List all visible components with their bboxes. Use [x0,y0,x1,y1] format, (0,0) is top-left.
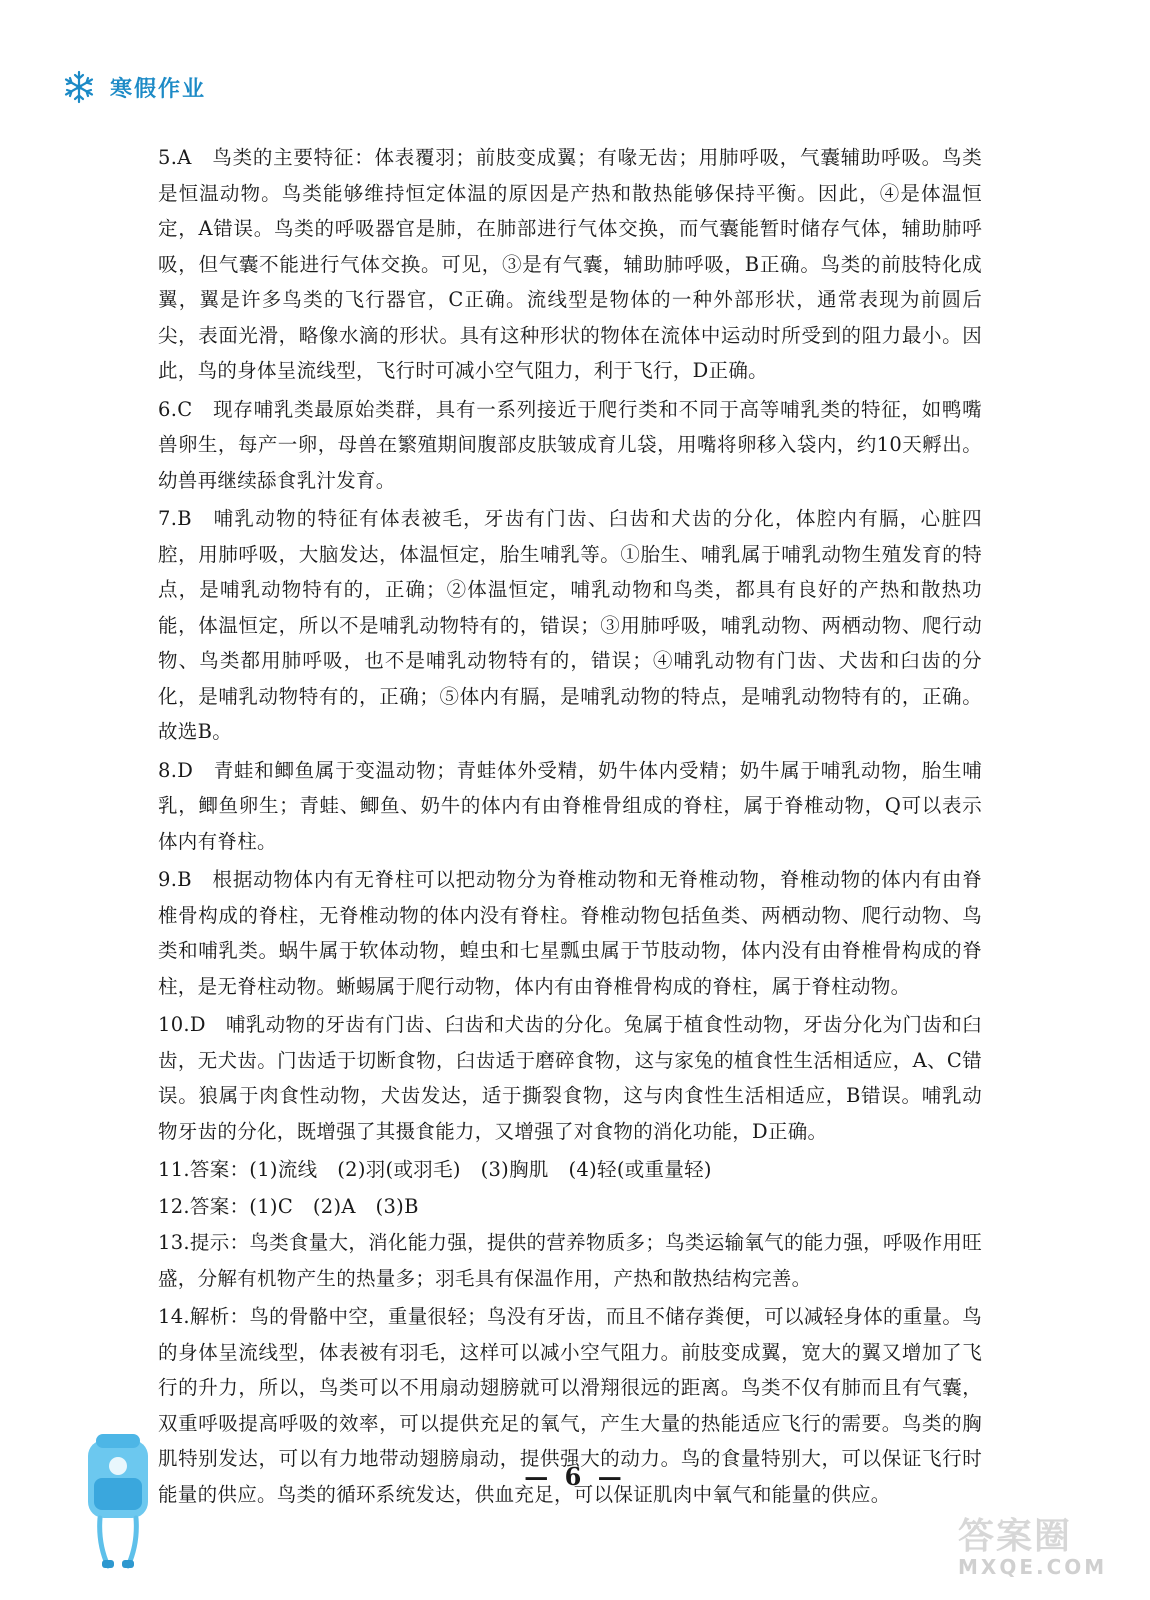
page-number: — 6 — [524,1462,626,1491]
answer-item-8: 8.D 青蛙和鲫鱼属于变温动物；青蛙体外受精，奶牛体内受精；奶牛属于哺乳动物，胎生哺乳，鲫鱼卵生；青蛙、鲫鱼、奶牛的体内有由脊椎骨组成的脊柱，属于脊椎动物，Q可以表示体内有脊柱。 [158,758,982,853]
answer-item-14: 14.解析：鸟的骨骼中空，重量很轻；鸟没有牙齿，而且不储存粪便，可以减轻身体的重量。鸟的身体呈流线型，体表被有羽毛，这样可以减小空气阻力。前肢变成翼，宽大的翼又增加了飞行的升力，所以，鸟类可以不用扇动翅膀就可以滑翔很远的距离。鸟类不仅有肺而且有气囊，双重呼吸提高呼吸的效率，可以提供充足的氧气，产生大量的热能适应飞行的需要。鸟类的胸肌特别发达，可以有力地带动翅膀扇动，提供强大的动力。鸟的食量特别大，可以保证飞行时能量的供应。鸟类的循环系统发达，供血充足，可以保证肌肉中氧气和能量的供应。 [158,1305,982,1506]
snowflake-icon [62,70,96,104]
answer-item-10: 10.D 哺乳动物的牙齿有门齿、臼齿和犬齿的分化。兔属于植食性动物，牙齿分化为门齿和臼齿，无犬齿。门齿适于切断食物，臼齿适于磨碎食物，这与家兔的植食性生活相适应，A、C错误。狼属于肉食性动物，犬齿发达，适于撕裂食物，这与肉食性生活相适应，B错误。哺乳动物牙齿的分化，既增强了其摄食能力，又增强了对食物的消化功能，D正确。 [158,1013,982,1143]
page-header [62,70,206,104]
answer-item-5: 5.A 鸟类的主要特征：体表覆羽；前肢变成翼；有喙无齿；用肺呼吸，气囊辅助呼吸。鸟类是恒温动物。鸟类能够维持恒定体温的原因是产热和散热能够保持平衡。因此，④是体温恒定，A错误。鸟类的呼吸器官是肺，在肺部进行气体交换，而气囊能暂时储存气体，辅助肺呼吸，但气囊不能进行气体交换。可见，③是有气囊，辅助肺呼吸，B正确。鸟类的前肢特化成翼，翼是许多鸟类的飞行器官，C正确。流线型是物体的一种外部形状，通常表现为前圆后尖，表面光滑，略像水滴的形状。具有这种形状的物体在流体中运动时所受到的阻力最小。因此，鸟的身体呈流线型，飞行时可减小空气阻力，利于飞行，D正确。 [158,146,982,382]
site-watermark [958,1508,1107,1579]
watermark-brand: 答案圈 [958,1516,1073,1557]
answer-item-7: 7.B 哺乳动物的特征有体表被毛，牙齿有门齿、臼齿和犬齿的分化，体腔内有膈，心脏四腔，用肺呼吸，大脑发达，体温恒定，胎生哺乳等。①胎生、哺乳属于哺乳动物生殖发育的特点，是哺乳动物特有的，正确；②体温恒定，哺乳动物和鸟类，都具有良好的产热和散热功能，体温恒定，所以不是哺乳动物特有的，错误；③用肺呼吸，哺乳动物、两栖动物、爬行动物、鸟类都用肺呼吸，也不是哺乳动物特有的，错误；④哺乳动物有门齿、犬齿和臼齿的分化，是哺乳动物特有的，正确；⑤体内有膈，是哺乳动物的特点，是哺乳动物特有的，正确。故选B。 [158,507,982,743]
answer-item-12: 12.答案：(1)C (2)A (3)B [158,1194,419,1218]
header-title: 寒假作业 [110,76,207,102]
answer-item-9: 9.B 根据动物体内有无脊柱可以把动物分为脊椎动物和无脊椎动物，脊椎动物的体内有由脊椎骨构成的脊柱，无脊椎动物的体内没有脊柱。脊椎动物包括鱼类、两栖动物、爬行动物、鸟类和哺乳类。蜗牛属于软体动物，蝗虫和七星瓢虫属于节肢动物，体内没有由脊椎骨构成的脊柱，是无脊柱动物。蜥蜴属于爬行动物，体内有由脊椎骨构成的脊柱，属于脊柱动物。 [158,868,982,998]
answer-item-13: 13.提示：鸟类食量大，消化能力强，提供的营养物质多；鸟类运输氧气的能力强，呼吸作用旺盛，分解有机物产生的热量多；羽毛具有保温作用，产热和散热结构完善。 [158,1231,982,1290]
answer-list [158,140,982,1515]
watermark-url: MXQE.COM [958,1555,1108,1579]
answer-item-6: 6.C 现存哺乳类最原始类群，具有一系列接近于爬行类和不同于高等哺乳类的特征，如鸭嘴兽卵生，每产一卵，母兽在繁殖期间腹部皮肤皱成育儿袋，用嘴将卵移入袋内，约10天孵出。幼兽再继续舔食乳汁发育。 [158,397,982,492]
answer-item-11: 11.答案：(1)流线 (2)羽(或羽毛) (3)胸肌 (4)轻(或重量轻) [158,1158,712,1181]
backpack-decoration-icon [78,1432,158,1576]
